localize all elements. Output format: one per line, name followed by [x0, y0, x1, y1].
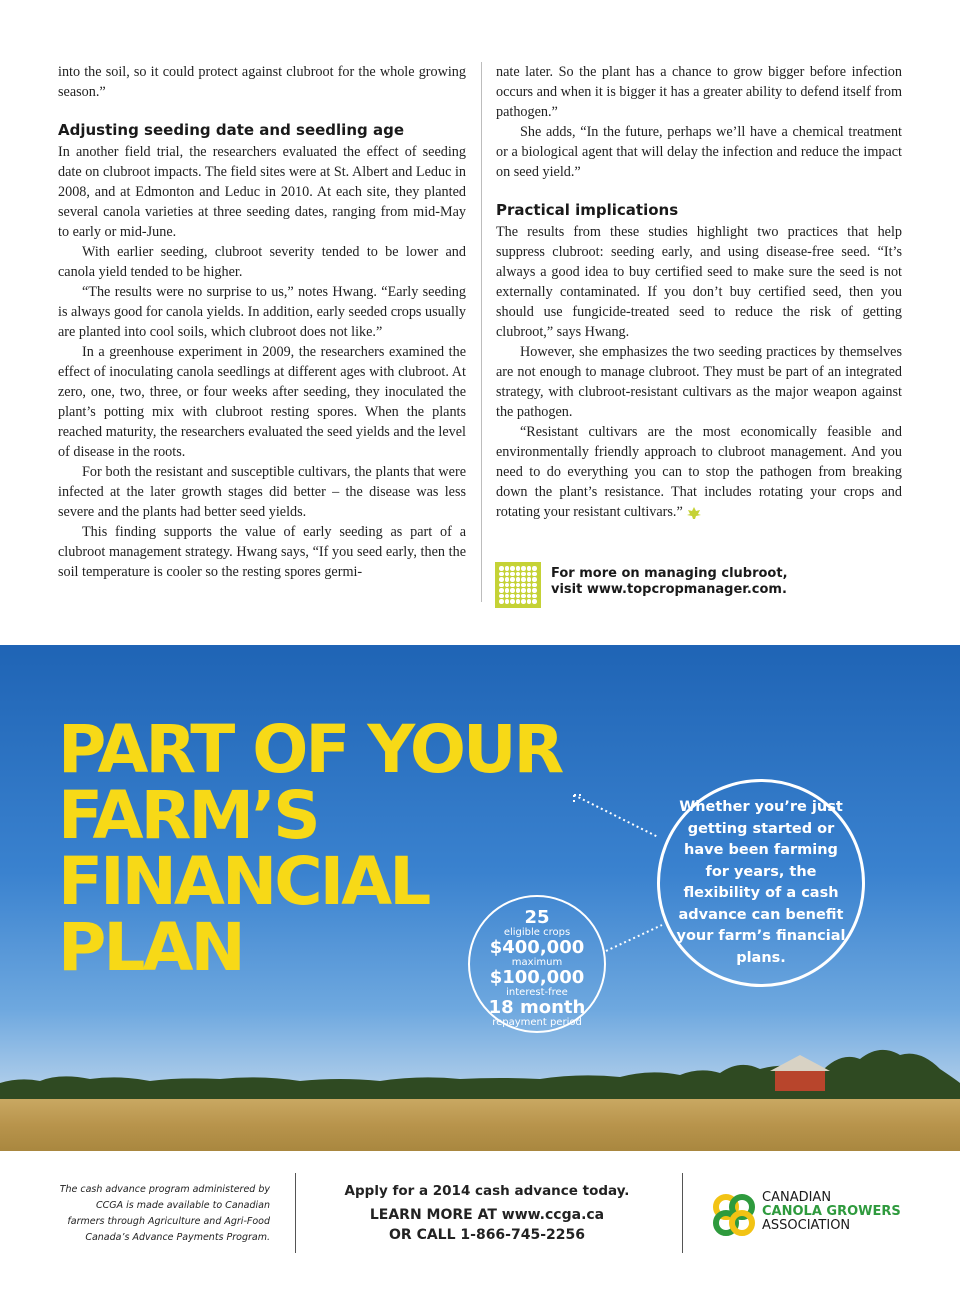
logo-wordmark [762, 1191, 901, 1233]
more-info-text [551, 566, 788, 598]
callout-text: Whether you’re just getting started or have been farming for years, the flexibility of a cash advance can benefit your farm’s financial plans. [676, 799, 846, 966]
stat-max-label: maximum [511, 957, 563, 968]
more-info-box [495, 562, 915, 608]
headline-line-1: PART OF YOUR [58, 711, 562, 788]
call-to-action [300, 1181, 674, 1245]
wheat-field-illustration [0, 1099, 960, 1151]
body-paragraph: However, she emphasizes the two seeding practices by themselves are not enough to manage clubroot. They must be part of an integrated strategy, with clubroot-resistant cultivars as the major weapon against the pathogen. [496, 344, 902, 420]
treeline-illustration [0, 1039, 960, 1099]
logo-line3: ASSOCIATION [762, 1218, 851, 1233]
advertisement-banner [0, 645, 960, 1151]
program-footnote: The cash advance program administered by CCGA is made available to Canadian farmers through Agriculture and Agri-Food Canada’s Advance Payments Program. [59, 1184, 270, 1243]
footer-divider-left [295, 1173, 296, 1253]
maple-leaf-end-icon [687, 507, 701, 519]
body-paragraph: In a greenhouse experiment in 2009, the researchers examined the effect of inoculating canola seedlings at different ages with clubroot. At zero, one, two, three, or four weeks after seeding, they inoculated the plant’s potting mix with clubroot resting spores. When the plants reached maturity, the researchers evaluated the seed yields and the level of disease in the roots. [58, 344, 466, 460]
stats-bubble [468, 895, 606, 1033]
body-paragraph: The results from these studies highlight two practices that help suppress clubroot: seeding early, and using disease-free seed. “It’s always a good idea to buy certified seed to make sure the seed is not externally contaminated. If you don’t buy certified seed, then you should use fungicide-treated seed to reduce the risk of getting clubroot,” says Hwang. [496, 224, 902, 340]
stat-repayment-value: 18 month [488, 997, 586, 1018]
body-paragraph: into the soil, so it could protect against clubroot for the whole growing season.” [58, 64, 466, 100]
canola-flower-logo-icon [712, 1193, 756, 1237]
stat-interest-value: $100,000 [489, 967, 585, 988]
body-paragraph: With earlier seeding, clubroot severity tended to be lower and canola yield tended to be higher. [58, 244, 466, 280]
callout-connector-bottom [604, 921, 664, 955]
body-paragraph: She adds, “In the future, perhaps we’ll have a chemical treatment or a biological agent that will delay the infection and reduce the impact on seed yield.” [496, 124, 902, 180]
stat-repayment-label: repayment period [492, 1017, 582, 1028]
section-heading: Adjusting seeding date and seedling age [58, 121, 404, 139]
article-column-right [496, 62, 902, 522]
stat-crops-value: 25 [524, 907, 550, 928]
stat-crops-label: eligible crops [503, 927, 571, 938]
column-divider [481, 62, 482, 602]
article [58, 62, 908, 614]
logo-line1: CANADIAN [762, 1190, 832, 1205]
callout-connector-top [570, 791, 662, 841]
phone-number[interactable]: OR CALL 1-866-745-2256 [389, 1227, 585, 1243]
section-heading: Practical implications [496, 201, 679, 219]
red-barn-icon [775, 1069, 825, 1091]
body-paragraph: “Resistant cultivars are the most economically feasible and environmentally friendly approach to clubroot management. And you need to do everything you can to stop the pathogen from breaking down the plant’s resistance. That includes rotating your crops and rotating your resistant cultivars.” [496, 424, 902, 520]
body-paragraph: nate later. So the plant has a chance to grow bigger before infection occurs and when it is bigger it has a greater ability to defend itself from pathogen.” [496, 64, 902, 120]
more-info-link[interactable]: visit www.topcropmanager.com. [551, 582, 787, 597]
stat-max-value: $400,000 [489, 937, 585, 958]
headline-line-3: FINANCIAL [58, 843, 429, 920]
body-paragraph: For both the resistant and susceptible cultivars, the plants that were infected at the later growth stages did better – the disease was less severe and the plants had better seed yields. [58, 464, 466, 520]
apply-text: Apply for a 2014 cash advance today. [344, 1183, 630, 1199]
body-paragraph: This finding supports the value of early seeding as part of a clubroot management strategy. Hwang says, “If you seed early, then the soil temperature is cooler so the resting spores germi- [58, 524, 466, 580]
callout-bubble [657, 779, 865, 987]
body-paragraph: “The results were no surprise to us,” notes Hwang. “Early seeding is always good for canola yields. In addition, early seeded crops usually are planted into cool soils, which clubroot does not like.” [58, 284, 466, 340]
logo-line2: CANOLA GROWERS [762, 1204, 901, 1219]
qr-code-icon [495, 562, 541, 608]
stat-interest-label: interest-free [506, 987, 568, 998]
more-info-line1: For more on managing clubroot, [551, 566, 788, 581]
ccga-logo [712, 1189, 902, 1239]
learn-more-link[interactable]: LEARN MORE AT www.ccga.ca [369, 1207, 605, 1223]
body-paragraph: In another field trial, the researchers evaluated the effect of seeding date on clubroot impacts. The field sites were at St. Albert and Leduc in 2008, and at Edmonton and Leduc in 2010. At each site, they planted several canola varieties at three seeding dates, ranging from mid-May to early or mid-June. [58, 144, 466, 240]
article-column-left [58, 62, 466, 582]
headline-line-2: FARM’S [58, 777, 318, 854]
footer-divider-right [682, 1173, 683, 1253]
headline-line-4: PLAN [58, 909, 243, 986]
ad-footer [0, 1151, 960, 1306]
